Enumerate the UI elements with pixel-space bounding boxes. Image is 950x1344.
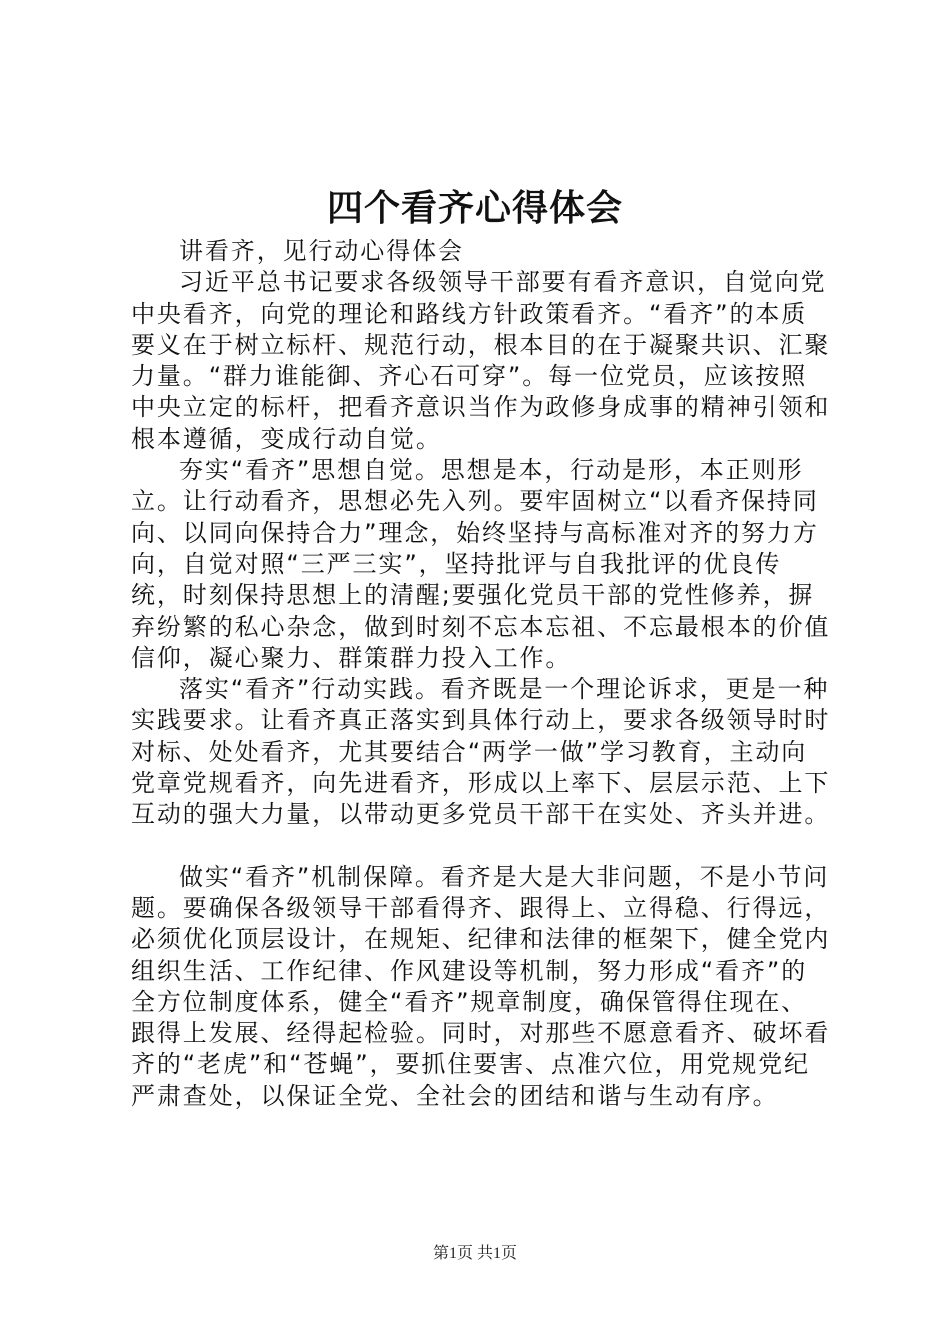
mechanism-paragraph: 做实“看齐”机制保障。看齐是大是大非问题，不是小节问题。要确保各级领导干部看得齐、跟得上、立得稳、行得远，必须优化顶层设计，在规矩、纪律和法律的框架下，健全党内组织生活、工作纪律、作风建设等机制，努力形成“看齐”的全方位制度体系，健全“看齐”规章制度，确保管得住现在、跟得上发展、经得起检验。同时，对那些不愿意看齐、破坏看齐的“老虎”和“苍蝇”，要抓住要害、点准穴位，用党规党纪严肃查处，以保证全党、全社会的团结和谐与生动有序。 bbox=[131, 862, 831, 1110]
practice-paragraph: 落实“看齐”行动实践。看齐既是一个理论诉求，更是一种实践要求。让看齐真正落实到具体行动上，要求各级领导时时对标、处处看齐，尤其要结合“两学一做”学习教育，主动向党章党规看齐，向先进看齐，形成以上率下、层层示范、上下互动的强大力量，以带动更多党员干部干在实处、齐头并进。 bbox=[131, 675, 831, 829]
paragraph-gap bbox=[131, 831, 831, 862]
page-footer: 第1页 共1页 bbox=[432, 1245, 517, 1262]
subtitle-paragraph: 讲看齐，见行动心得体会 bbox=[179, 237, 464, 265]
intro-paragraph: 习近平总书记要求各级领导干部要有看齐意识，自觉向党中央看齐，向党的理论和路线方针政策看齐。“看齐”的本质要义在于树立标杆、规范行动，根本目的在于凝聚共识、汇聚力量。“群力谁能御、齐心石可穿”。每一位党员，应该按照中央立定的标杆，把看齐意识当作为政修身成事的精神引领和根本遵循，变成行动自觉。 bbox=[131, 268, 831, 453]
thought-paragraph: 夯实“看齐”思想自觉。思想是本，行动是形，本正则形立。让行动看齐，思想必先入列。要牢固树立“以看齐保持同向、以同向保持合力”理念，始终坚持与高标准对齐的努力方向，自觉对照“三严三实”，坚持批评与自我批评的优良传统，时刻保持思想上的清醒;要强化党员干部的党性修养，摒弃纷繁的私心杂念，做到时刻不忘本忘祖、不忘最根本的价值信仰，凝心聚力、群策群力投入工作。 bbox=[131, 456, 831, 672]
document-title: 四个看齐心得体会 bbox=[326, 187, 623, 229]
document-body bbox=[131, 236, 831, 1112]
